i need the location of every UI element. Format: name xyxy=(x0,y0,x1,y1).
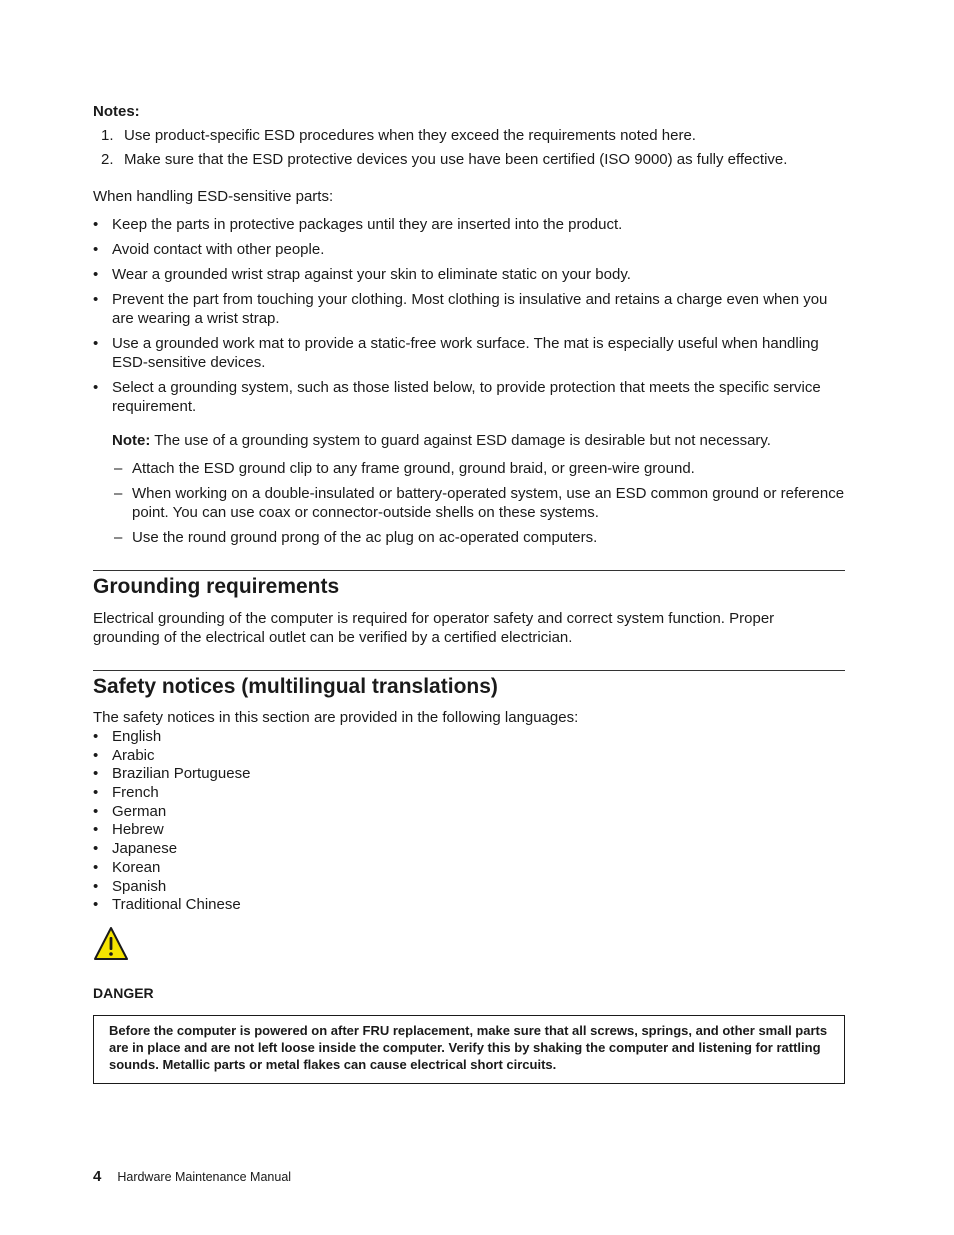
handling-bullet-text: Select a grounding system, such as those listed below, to provide protection that meets the specific service requirement. xyxy=(112,379,821,415)
handling-bullet-text: Avoid contact with other people. xyxy=(112,241,325,258)
section-divider xyxy=(93,570,845,571)
bullet-icon: • xyxy=(93,896,99,914)
language-item xyxy=(93,783,250,802)
bullet-icon: • xyxy=(93,746,99,764)
language-name: German xyxy=(112,802,167,820)
notes-item-text: Use product-specific ESD procedures when they exceed the requirements noted here. xyxy=(124,127,696,144)
grounding-option-text: Attach the ESD ground clip to any frame ground, ground braid, or green-wire ground. xyxy=(132,460,695,477)
notes-list xyxy=(93,126,845,174)
language-item xyxy=(93,839,250,858)
notes-item-text: Make sure that the ESD protective devices you use have been certified (ISO 9000) as fully effective. xyxy=(124,151,788,168)
dash-icon: – xyxy=(114,485,123,502)
language-item xyxy=(93,802,250,821)
bullet-icon: • xyxy=(93,802,99,820)
notes-item xyxy=(93,150,845,174)
handling-bullet-list xyxy=(93,215,845,422)
bullet-icon: • xyxy=(93,379,99,396)
bullet-icon: • xyxy=(93,728,99,745)
handling-bullet xyxy=(93,334,845,372)
language-item xyxy=(93,727,250,746)
bullet-icon: • xyxy=(93,858,99,876)
handling-bullet-text: Keep the parts in protective packages until they are inserted into the product. xyxy=(112,216,623,233)
handling-bullet xyxy=(93,290,845,328)
grounding-note xyxy=(112,431,845,450)
danger-notice-box xyxy=(93,1015,845,1084)
grounding-option xyxy=(112,459,845,478)
notes-label: Notes: xyxy=(93,103,140,120)
bullet-icon: • xyxy=(93,765,99,783)
bullet-icon: • xyxy=(93,335,99,352)
grounding-option-text: When working on a double-insulated or battery-operated system, use an ESD common ground or reference point. You can use coax or connector-outside shells on these systems. xyxy=(132,485,845,521)
notes-item xyxy=(93,126,845,150)
safety-heading: Safety notices (multilingual translations) xyxy=(93,675,498,698)
grounding-heading: Grounding requirements xyxy=(93,575,340,598)
language-item xyxy=(93,858,250,877)
page-number: 4 xyxy=(93,1168,102,1185)
language-name: Brazilian Portuguese xyxy=(112,765,251,783)
handling-bullet-text: Use a grounded work mat to provide a static-free work surface. The mat is especially useful when handling ESD-sensitive devices. xyxy=(112,335,819,371)
danger-notice-text: Before the computer is powered on after FRU replacement, make sure that all screws, springs, and other small parts are in place and are not left loose inside the computer. Verify this by shaking the computer and listening for rattling sounds. Metallic parts or metal flakes can cause electrical short circuits. xyxy=(109,1023,828,1072)
grounding-note-label: Note: xyxy=(112,432,151,449)
language-name: Hebrew xyxy=(112,821,164,839)
handling-bullet-text: Wear a grounded wrist strap against your skin to eliminate static on your body. xyxy=(112,266,631,283)
bullet-icon: • xyxy=(93,784,99,802)
language-item xyxy=(93,820,250,839)
bullet-icon: • xyxy=(93,266,99,283)
handling-intro: When handling ESD-sensitive parts: xyxy=(93,188,334,205)
language-name: French xyxy=(112,784,159,802)
handling-bullet xyxy=(93,215,845,234)
language-item xyxy=(93,877,250,896)
language-item xyxy=(93,764,250,783)
bullet-icon: • xyxy=(93,821,99,839)
bullet-icon: • xyxy=(93,241,99,258)
safety-intro: The safety notices in this section are provided in the following languages: xyxy=(93,709,579,726)
language-item xyxy=(93,746,250,765)
grounding-option xyxy=(112,528,845,547)
language-list xyxy=(93,727,250,914)
notes-item-number: 1. xyxy=(101,127,114,144)
page-footer xyxy=(93,1167,291,1187)
section-divider xyxy=(93,670,845,671)
language-item xyxy=(93,895,250,914)
bullet-icon: • xyxy=(93,216,99,233)
bullet-icon: • xyxy=(93,291,99,308)
language-name: Korean xyxy=(112,858,161,876)
language-name: Japanese xyxy=(112,840,178,858)
grounding-options-list xyxy=(112,459,845,553)
danger-label: DANGER xyxy=(93,985,154,1001)
handling-bullet xyxy=(93,378,845,416)
grounding-paragraph: Electrical grounding of the computer is required for operator safety and correct system function. Proper grounding of the electrical outlet can be verified by a certified electrician. xyxy=(93,610,775,646)
bullet-icon: • xyxy=(93,877,99,895)
handling-bullet-text: Prevent the part from touching your clothing. Most clothing is insulative and retains a charge even when you are wearing a wrist strap. xyxy=(112,291,828,327)
footer-title: Hardware Maintenance Manual xyxy=(117,1170,292,1184)
bullet-icon: • xyxy=(93,840,99,858)
grounding-note-text: The use of a grounding system to guard against ESD damage is desirable but not necessary. xyxy=(150,432,771,449)
language-name: Arabic xyxy=(112,746,155,764)
handling-bullet xyxy=(93,240,845,259)
notes-item-number: 2. xyxy=(101,151,114,168)
dash-icon: – xyxy=(114,460,123,477)
warning-triangle-icon xyxy=(93,926,129,961)
language-name: Spanish xyxy=(112,877,167,895)
dash-icon: – xyxy=(114,529,123,546)
handling-bullet xyxy=(93,265,845,284)
grounding-option xyxy=(112,484,845,522)
grounding-option-text: Use the round ground prong of the ac plug on ac-operated computers. xyxy=(132,529,598,546)
language-name: English xyxy=(112,728,162,745)
language-name: Traditional Chinese xyxy=(112,896,241,914)
